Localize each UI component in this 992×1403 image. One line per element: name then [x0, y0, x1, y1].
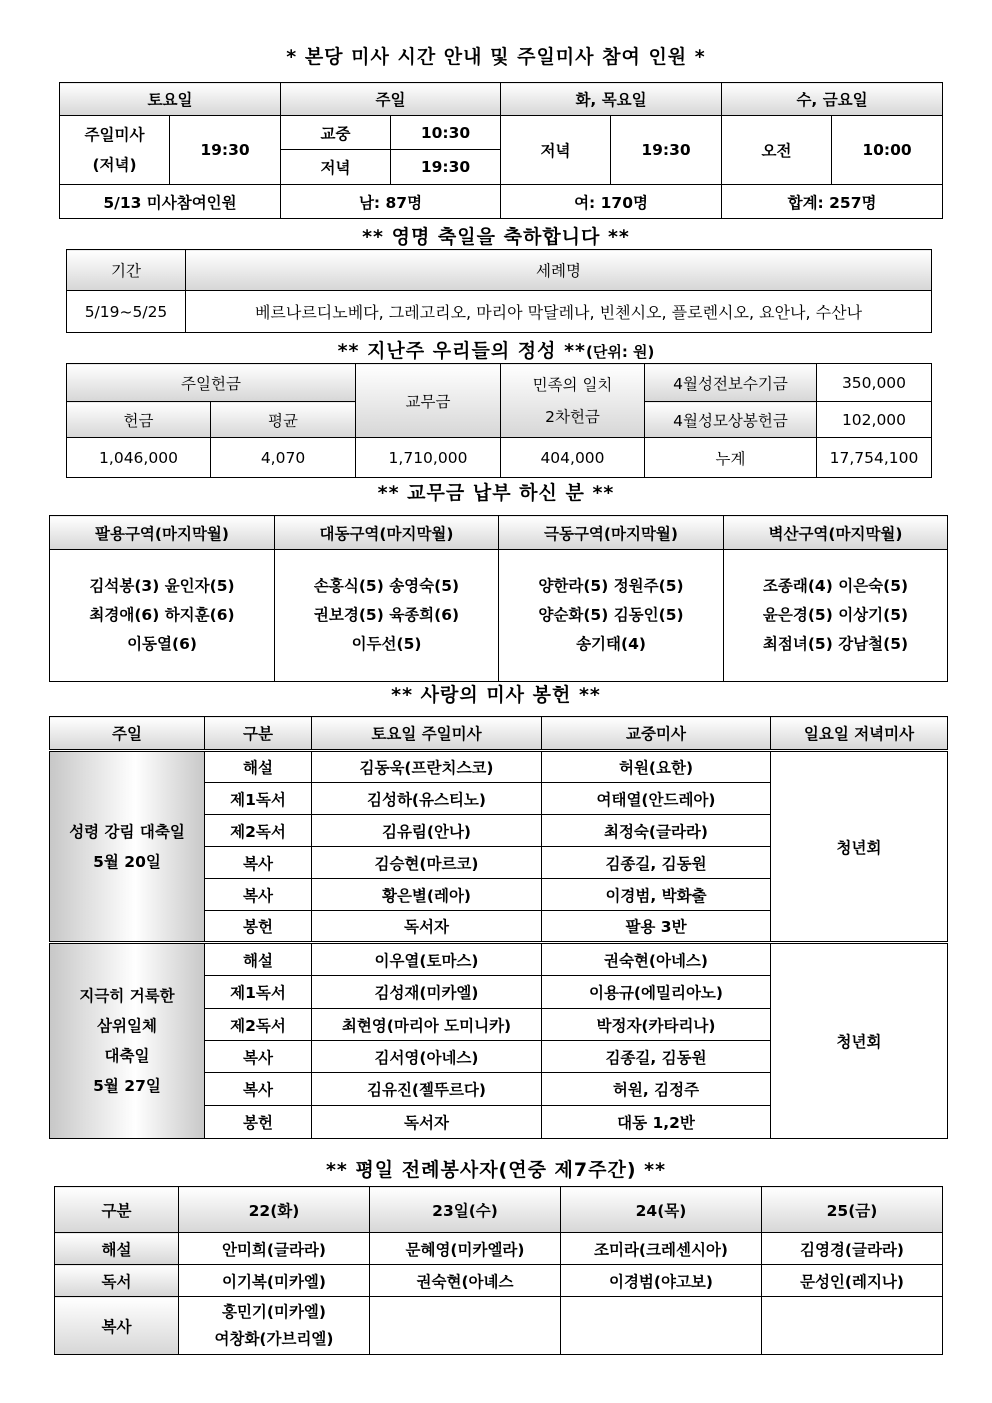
- tue-thu-label: 저녁: [501, 116, 611, 185]
- weekday-cell: [561, 1297, 762, 1355]
- minjok-header-line2: 2차헌금: [545, 407, 600, 426]
- name-line: 윤은경(5) 이상기(5): [762, 606, 909, 624]
- role-cell: 복사: [205, 847, 312, 879]
- name-line: 이두선(5): [351, 635, 422, 653]
- header-sunday: 주일: [281, 83, 501, 116]
- fund1-value: 350,000: [817, 364, 932, 402]
- sat-mass-cell: 김유림(안나): [312, 815, 542, 847]
- week1-sunday: [50, 751, 205, 943]
- weekday-header-wed: 23일(수): [370, 1187, 561, 1233]
- weekday-title: ** 평일 전례봉사자(연중 제7주간) **: [325, 1159, 667, 1181]
- week1-sunday-line: 5월 20일: [93, 852, 161, 871]
- name-line: 최점녀(5) 강남철(5): [762, 635, 909, 653]
- sat-mass-cell: 김성하(유스티노): [312, 783, 542, 815]
- sat-mass-cell: 이우열(토마스): [312, 943, 542, 976]
- weekday-cell-line: 여창화(가브리엘): [214, 1329, 334, 1348]
- weekday-cell: 문혜영(미카엘라): [370, 1233, 561, 1265]
- week2-sunday-line: 삼위일체: [97, 1017, 157, 1035]
- love-mass-title: ** 사랑의 미사 봉헌 **: [391, 684, 601, 706]
- weekday-cell: 이기복(미카엘): [179, 1265, 370, 1297]
- name-line: 양순화(5) 김동인(5): [538, 606, 684, 624]
- sat-mass-cell: 김성재(미카엘): [312, 976, 542, 1009]
- minjok-header: [501, 364, 645, 438]
- wed-fri-label: 오전: [722, 116, 832, 185]
- district-daedong-names: [275, 550, 499, 682]
- offering-title: ** 지난주 우리들의 정성 **: [337, 340, 586, 362]
- sunday-offering-header: 주일헌금: [67, 364, 356, 402]
- main-mass-cell: 대동 1,2반: [542, 1106, 771, 1139]
- weekday-header-fri: 25(금): [762, 1187, 943, 1233]
- district-geukdong-header: 극동구역(마지막월): [499, 516, 724, 550]
- sat-mass-cell: 독서자: [312, 911, 542, 943]
- sunday-main-label: 교중: [281, 116, 391, 150]
- weekday-header-thu: 24(목): [561, 1187, 762, 1233]
- attendance-total: 합계: 257명: [722, 185, 943, 219]
- weekday-cell: [370, 1297, 561, 1355]
- feast-table: [66, 249, 932, 333]
- district-palyong-names: [50, 550, 275, 682]
- role-cell: 봉헌: [205, 1106, 312, 1139]
- weekday-header-role: 구분: [55, 1187, 179, 1233]
- love-header-evening-mass: 일요일 저녁미사: [771, 717, 948, 751]
- weekday-role: 해설: [55, 1233, 179, 1265]
- weekday-cell: 문성인(레지나): [762, 1265, 943, 1297]
- week1-evening: 청년회: [771, 751, 948, 943]
- feast-period-header: 기간: [67, 250, 186, 291]
- dues-payers-title: ** 교무금 납부 하신 분 **: [377, 482, 615, 504]
- role-cell: 봉헌: [205, 911, 312, 943]
- attendance-label: 5/13 미사참여인원: [60, 185, 281, 219]
- offering-unit: (단위: 원): [585, 343, 655, 361]
- weekday-cell-line: 홍민기(미카엘): [221, 1302, 326, 1321]
- district-byeoksan-header: 벽산구역(마지막월): [724, 516, 948, 550]
- mass-times-table: [59, 82, 943, 219]
- total-label: 누계: [645, 438, 817, 478]
- minjok-value: 404,000: [501, 438, 645, 478]
- week2-evening: 청년회: [771, 943, 948, 1139]
- role-cell: 해설: [205, 943, 312, 976]
- name-line: 조종래(4) 이은숙(5): [762, 577, 909, 595]
- saturday-label: [60, 116, 170, 185]
- weekday-role: 독서: [55, 1265, 179, 1297]
- name-line: 최경애(6) 하지훈(6): [89, 606, 235, 624]
- tue-thu-time: 19:30: [611, 116, 722, 185]
- love-header-main-mass: 교중미사: [542, 717, 771, 751]
- role-cell: 복사: [205, 1073, 312, 1106]
- mass-times-title: * 본당 미사 시간 안내 및 주일미사 참여 인원 *: [286, 46, 706, 68]
- weekday-cell: 김영경(글라라): [762, 1233, 943, 1265]
- main-mass-cell: 김종길, 김동원: [542, 1041, 771, 1073]
- main-mass-cell: 최정숙(글라라): [542, 815, 771, 847]
- weekday-cell: 조미라(크레센시아): [561, 1233, 762, 1265]
- weekday-cell: 이경범(야고보): [561, 1265, 762, 1297]
- role-cell: 제1독서: [205, 783, 312, 815]
- dues-payers-table: [49, 515, 948, 682]
- feast-names: 베르나르디노베다, 그레고리오, 마리아 막달레나, 빈첸시오, 플로렌시오, 요안나, 수산나: [186, 291, 932, 333]
- love-mass-table: [49, 716, 948, 1139]
- avg-value: 4,070: [211, 438, 356, 478]
- main-mass-cell: 권숙현(아네스): [542, 943, 771, 976]
- role-cell: 복사: [205, 1041, 312, 1073]
- week2-sunday-line: 5월 27일: [93, 1077, 161, 1095]
- week2-sunday-line: 대축일: [104, 1047, 150, 1065]
- weekday-cell: [179, 1297, 370, 1355]
- main-mass-cell: 이경범, 박화출: [542, 879, 771, 911]
- cash-header: 헌금: [67, 402, 211, 438]
- weekday-cell: [762, 1297, 943, 1355]
- main-mass-cell: 여태열(안드레아): [542, 783, 771, 815]
- sat-mass-cell: 김서영(아네스): [312, 1041, 542, 1073]
- sat-mass-cell: 김승현(마르코): [312, 847, 542, 879]
- wed-fri-time: 10:00: [832, 116, 943, 185]
- header-tue-thu: 화, 목요일: [501, 83, 722, 116]
- role-cell: 제2독서: [205, 1009, 312, 1041]
- dues-header: 교무금: [356, 364, 501, 438]
- district-byeoksan-names: [724, 550, 948, 682]
- week2-sunday-line: 지극히 거룩한: [79, 987, 175, 1005]
- main-mass-cell: 팔용 3반: [542, 911, 771, 943]
- weekday-cell: 권숙현(아녜스: [370, 1265, 561, 1297]
- love-header-sunday: 주일: [50, 717, 205, 751]
- weekday-table: [54, 1186, 943, 1355]
- header-saturday: 토요일: [60, 83, 281, 116]
- love-header-role: 구분: [205, 717, 312, 751]
- feast-names-header: 세례명: [186, 250, 932, 291]
- district-daedong-header: 대동구역(마지막월): [275, 516, 499, 550]
- main-mass-cell: 허원, 김정주: [542, 1073, 771, 1106]
- attendance-female: 여: 170명: [501, 185, 722, 219]
- main-mass-cell: 허원(요한): [542, 751, 771, 783]
- feast-period: 5/19~5/25: [67, 291, 186, 333]
- header-wed-fri: 수, 금요일: [722, 83, 943, 116]
- cash-value: 1,046,000: [67, 438, 211, 478]
- saturday-label-line1: 주일미사: [84, 126, 145, 144]
- name-line: 권보경(5) 육종희(6): [313, 606, 460, 624]
- attendance-male: 남: 87명: [281, 185, 501, 219]
- love-header-sat-mass: 토요일 주일미사: [312, 717, 542, 751]
- weekday-cell: 안미희(글라라): [179, 1233, 370, 1265]
- name-line: 양한라(5) 정원주(5): [538, 577, 684, 595]
- role-cell: 복사: [205, 879, 312, 911]
- name-line: 김석봉(3) 윤인자(5): [89, 577, 235, 595]
- weekday-role: 복사: [55, 1297, 179, 1355]
- district-palyong-header: 팔용구역(마지막월): [50, 516, 275, 550]
- offering-table: [66, 363, 932, 478]
- name-line: 손홍식(5) 송영숙(5): [313, 577, 460, 595]
- minjok-header-line1: 민족의 일치: [532, 375, 613, 394]
- dues-value: 1,710,000: [356, 438, 501, 478]
- sat-mass-cell: 김유진(젤뚜르다): [312, 1073, 542, 1106]
- week1-sunday-line: 성령 강림 대축일: [69, 822, 185, 841]
- role-cell: 제2독서: [205, 815, 312, 847]
- sunday-main-time: 10:30: [391, 116, 501, 150]
- sat-mass-cell: 황은별(레아): [312, 879, 542, 911]
- week2-sunday: [50, 943, 205, 1139]
- main-mass-cell: 박정자(카타리나): [542, 1009, 771, 1041]
- weekday-header-tue: 22(화): [179, 1187, 370, 1233]
- feast-title: ** 영명 축일을 축하합니다 **: [362, 226, 630, 248]
- saturday-label-line2: (저녁): [92, 156, 137, 174]
- saturday-time: 19:30: [170, 116, 281, 185]
- role-cell: 해설: [205, 751, 312, 783]
- name-line: 송기태(4): [576, 635, 646, 653]
- sunday-evening-label: 저녁: [281, 150, 391, 185]
- role-cell: 제1독서: [205, 976, 312, 1009]
- sat-mass-cell: 최현영(마리아 도미니카): [312, 1009, 542, 1041]
- main-mass-cell: 김종길, 김동원: [542, 847, 771, 879]
- district-geukdong-names: [499, 550, 724, 682]
- avg-header: 평균: [211, 402, 356, 438]
- offering-title-row: [0, 336, 992, 363]
- fund1-label: 4월성전보수기금: [645, 364, 817, 402]
- fund2-label: 4월성모상봉헌금: [645, 402, 817, 438]
- sat-mass-cell: 김동욱(프란치스코): [312, 751, 542, 783]
- total-value: 17,754,100: [817, 438, 932, 478]
- sat-mass-cell: 독서자: [312, 1106, 542, 1139]
- sunday-evening-time: 19:30: [391, 150, 501, 185]
- main-mass-cell: 이용규(에밀리아노): [542, 976, 771, 1009]
- name-line: 이동열(6): [127, 635, 197, 653]
- fund2-value: 102,000: [817, 402, 932, 438]
